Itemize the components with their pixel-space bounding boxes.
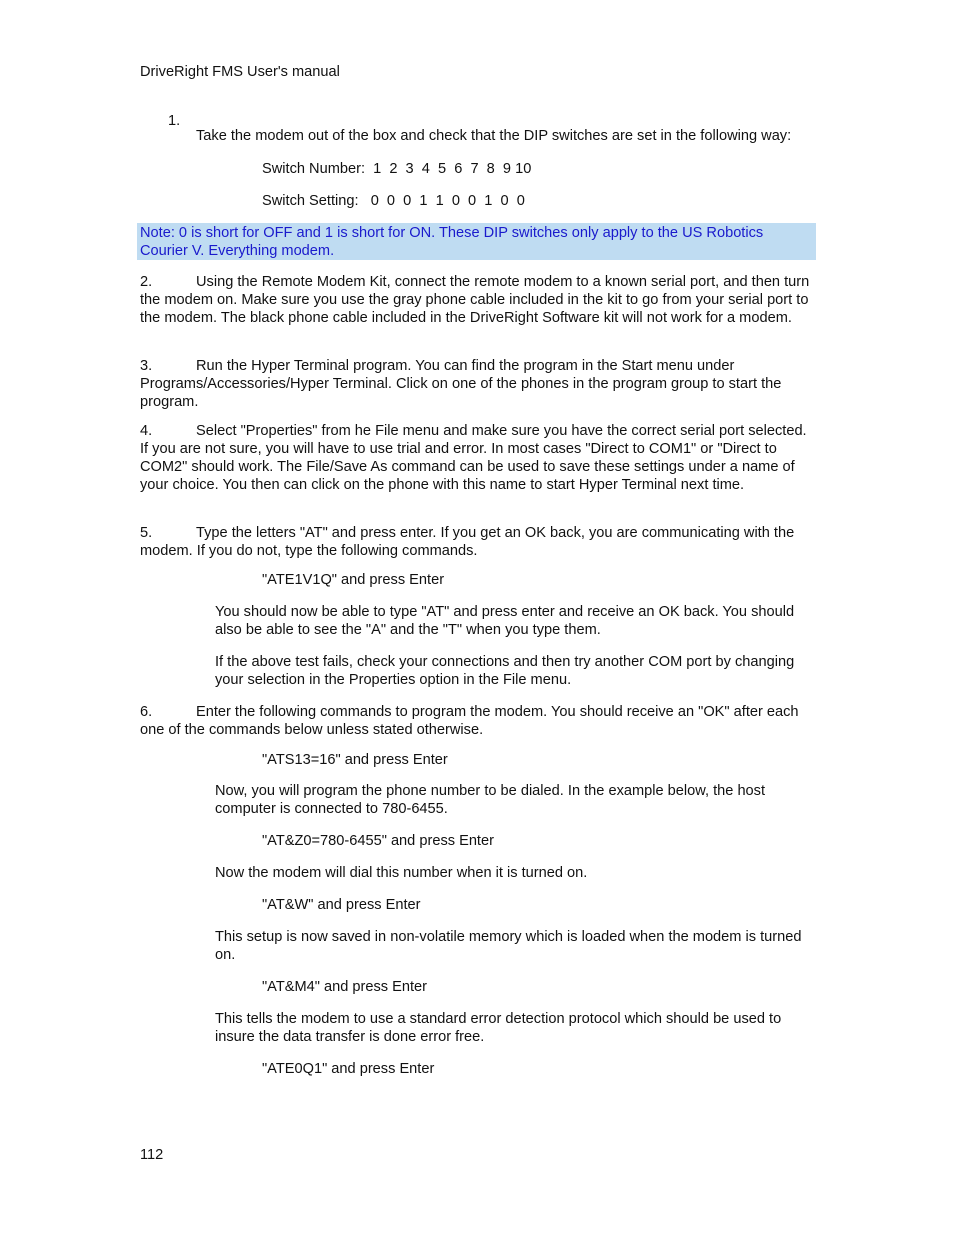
command-ats13: "ATS13=16" and press Enter — [262, 752, 448, 768]
item-6-note-1: Now, you will program the phone number to be dialed. In the example below, the host computer is connected to 780-6455. — [215, 783, 766, 817]
command-at-z0: "AT&Z0=780-6455" and press Enter — [262, 833, 494, 849]
page-number: 112 — [140, 1147, 164, 1163]
item-6-note-4: This tells the modem to use a standard error detection protocol which should be used to insure the data transfer is done error free. — [215, 1011, 782, 1045]
command-ate0q1: "ATE0Q1" and press Enter — [262, 1061, 435, 1077]
switch-number-line: Switch Number: 1 2 3 4 5 6 7 8 9 10 — [262, 161, 532, 177]
item-2-number: 2. — [140, 274, 153, 290]
item-6-text: Enter the following commands to program the modem. You should receive an "OK" after each one of the commands below unless stated otherwise. — [140, 704, 799, 738]
item-4-text: Select "Properties" from he File menu and make sure you have the correct serial port selected. If you are not sure, you will have to use trial and error. In most cases "Direct to COM1" or "Direct to COM2" should work. The File/Save As command can be used to save these settings under a name of your choice. You then can click on the phone with this name to start Hyper Terminal next time. — [140, 423, 807, 493]
item-2-paragraph — [140, 273, 816, 327]
item-5-paragraph — [140, 524, 816, 560]
item-1-number: 1. — [168, 113, 181, 129]
item-4-number: 4. — [140, 423, 153, 439]
item-5-note-2: If the above test fails, check your connections and then try another COM port by changing your selection in the Properties option in the File menu. — [215, 654, 795, 688]
item-3-paragraph — [140, 357, 816, 411]
item-6-note-2: Now the modem will dial this number when it is turned on. — [215, 865, 588, 881]
page-header-title: DriveRight FMS User's manual — [140, 64, 340, 80]
command-ate1v1q: "ATE1V1Q" and press Enter — [262, 572, 445, 588]
item-2-text: Using the Remote Modem Kit, connect the remote modem to a known serial port, and then turn the modem on. Make sure you use the gray phone cable included in the kit to go from your serial port to the modem. The black phone cable included in the DriveRight Software kit will not work for a modem. — [140, 274, 810, 326]
item-3-number: 3. — [140, 358, 153, 374]
item-1-text: Take the modem out of the box and check that the DIP switches are set in the following way: — [196, 127, 792, 144]
item-6-note-3: This setup is now saved in non-volatile memory which is loaded when the modem is turned on. — [215, 929, 802, 963]
item-5-note-1: You should now be able to type "AT" and press enter and receive an OK back. You should also be able to see the "A" and the "T" when you type them. — [215, 604, 795, 638]
item-6-paragraph — [140, 703, 816, 739]
command-at-w: "AT&W" and press Enter — [262, 897, 421, 913]
command-at-m4: "AT&M4" and press Enter — [262, 979, 428, 995]
switch-setting-line: Switch Setting: 0 0 0 1 1 0 0 1 0 0 — [262, 193, 525, 209]
item-4-paragraph — [140, 422, 816, 494]
item-5-number: 5. — [140, 525, 153, 541]
note-callout: Note: 0 is short for OFF and 1 is short for ON. These DIP switches only apply to the US Robotics Courier V. Everything modem. — [137, 223, 816, 260]
item-6-number: 6. — [140, 704, 153, 720]
item-5-text: Type the letters "AT" and press enter. If you get an OK back, you are communicating with the modem. If you do not, type the following commands. — [140, 525, 795, 559]
item-3-text: Run the Hyper Terminal program. You can find the program in the Start menu under Programs/Accessories/Hyper Terminal. Click on one of the phones in the program group to start the program. — [140, 358, 782, 410]
